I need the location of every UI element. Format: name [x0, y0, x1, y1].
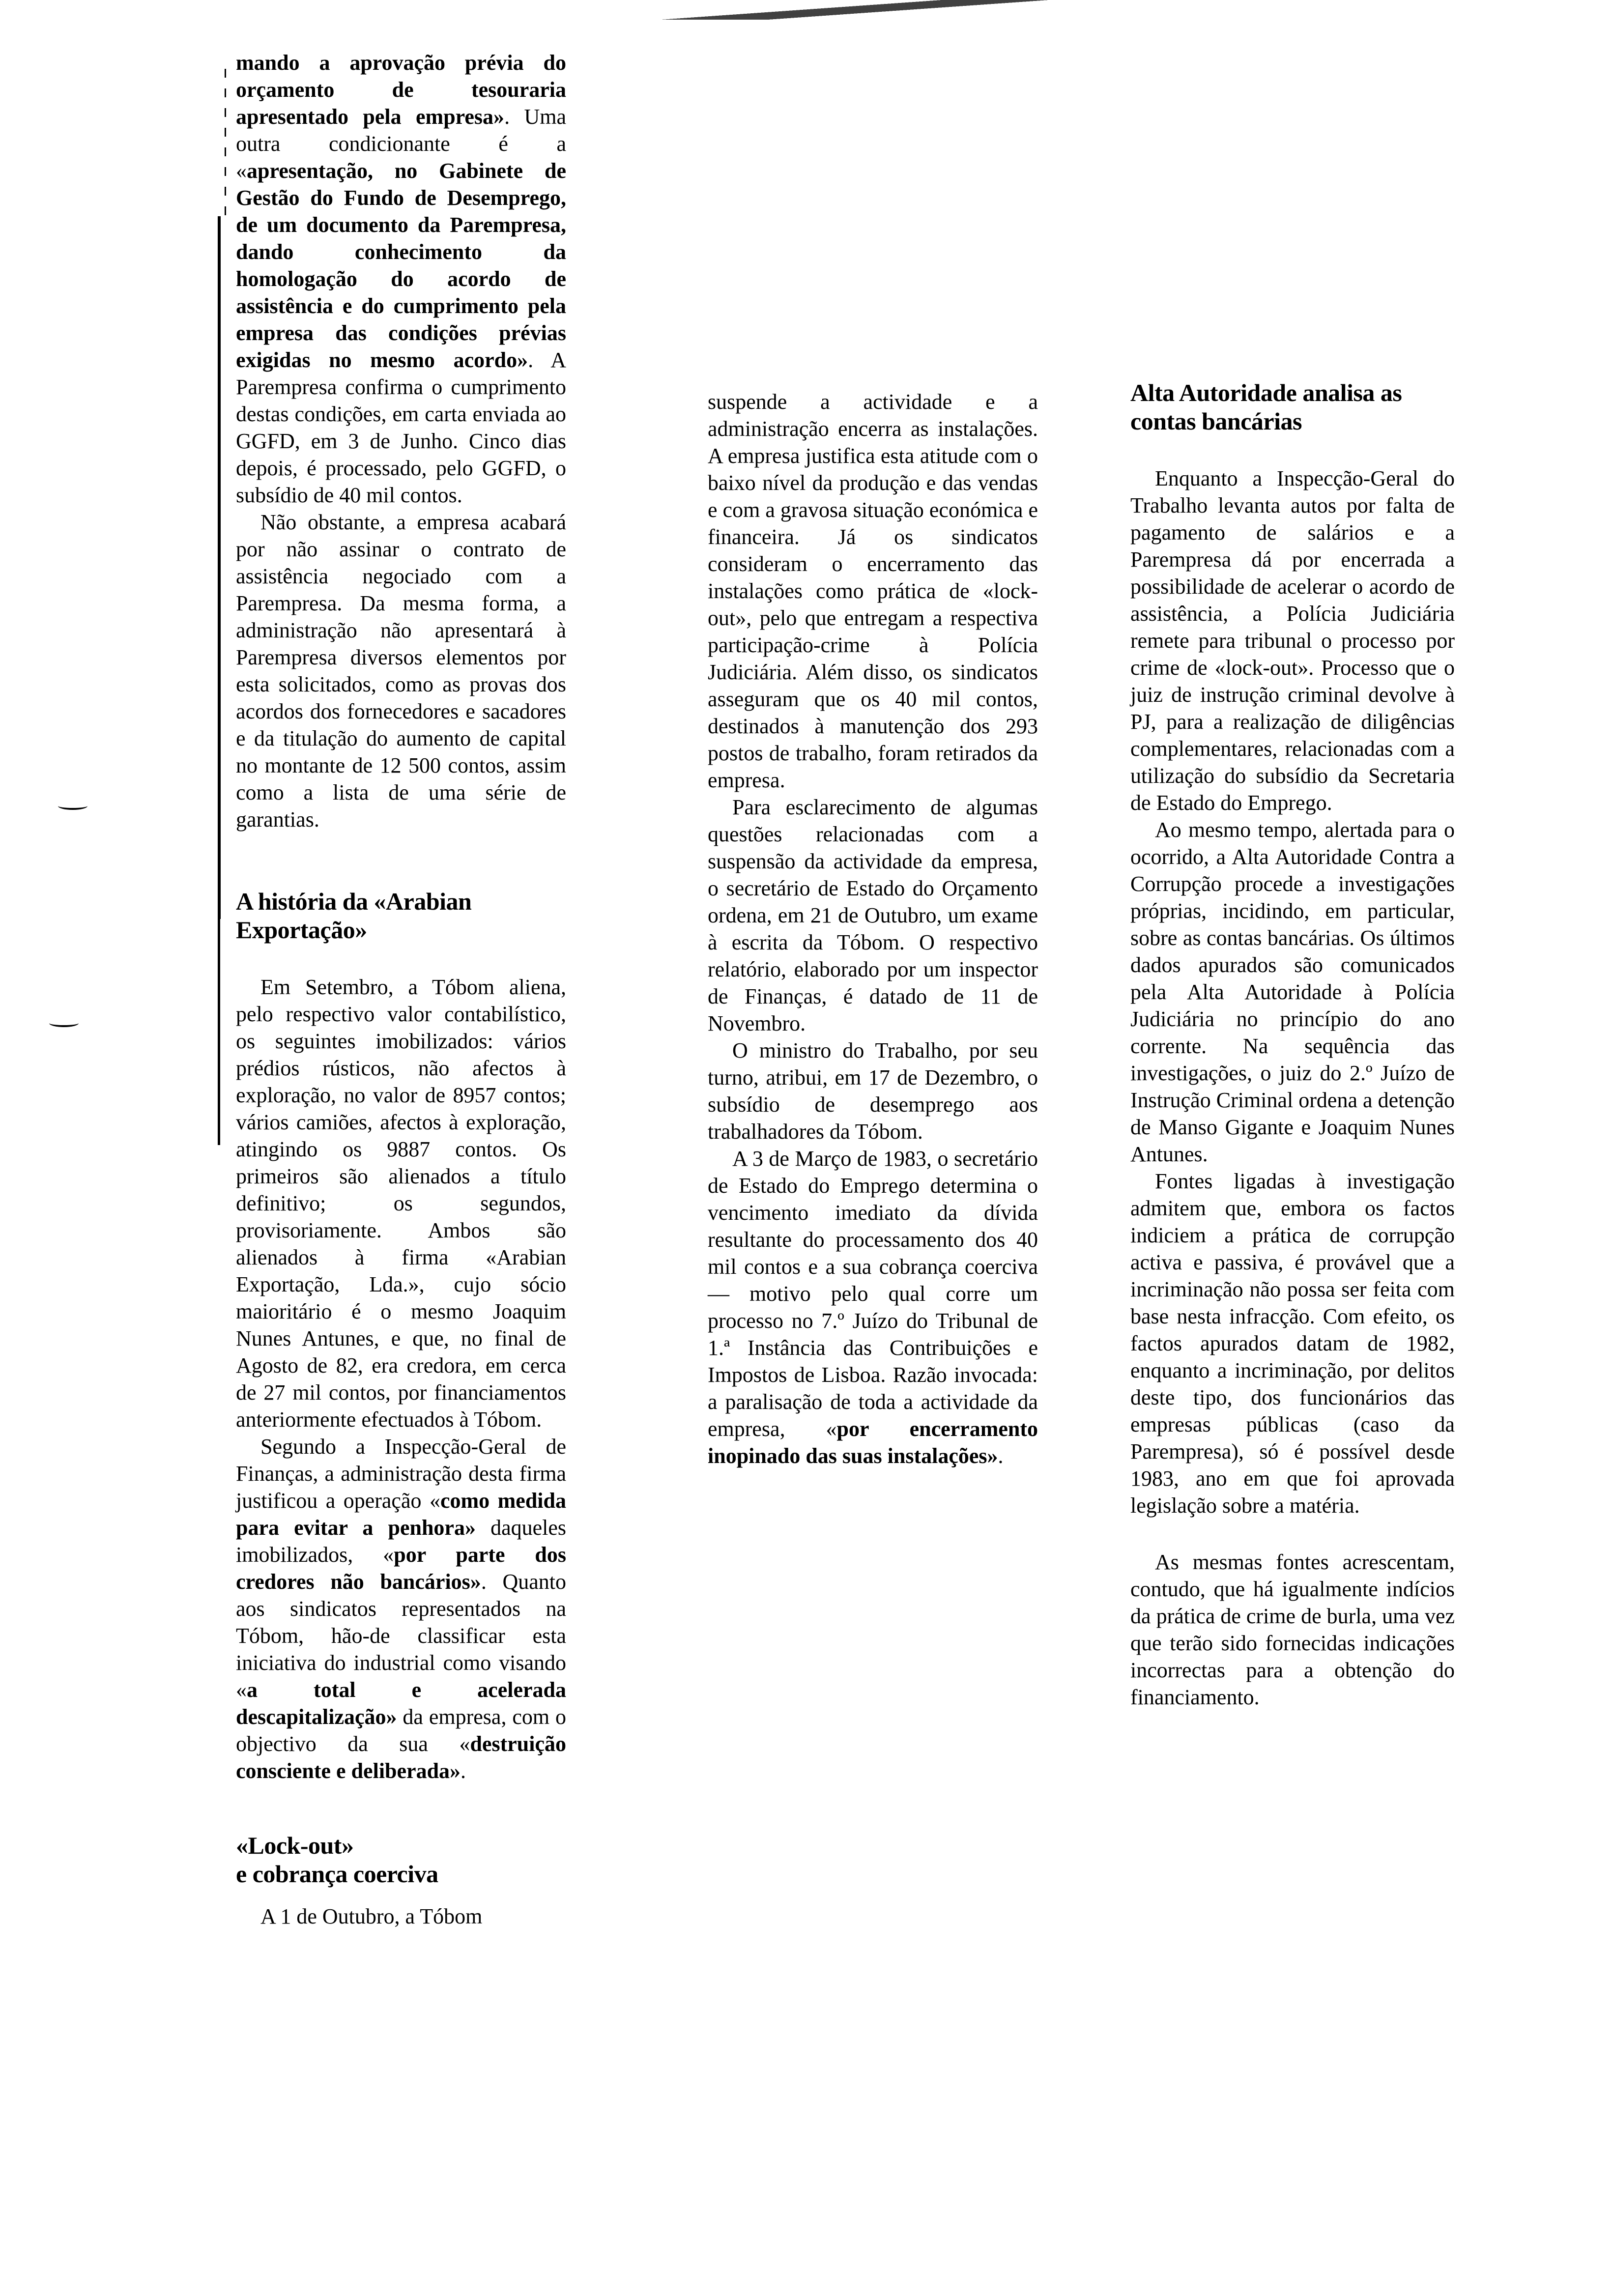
body-text: . A Parempresa confirma o cumprimento destas condições, em carta enviada ao GGFD, em 3 de Junho. Cinco dias depois, é processado, pelo GGFD, o subsídio de 40 mil contos. [236, 348, 566, 507]
col2-paragraph-1 [708, 388, 1038, 794]
margin-rule-dashed [225, 69, 226, 216]
body-text: . [461, 1759, 466, 1783]
emphasis-text: mando a aprovação prévia do orçamento de tesouraria apresentado pela empresa» [236, 51, 566, 129]
col2-paragraph-2: Para esclarecimento de algumas questões relacionadas com a suspensão da actividade da empresa, o secretário de Estado do Orçamento ordena, em 21 de Outubro, um exame à escrita da Tóbom. O respectivo relatório, elaborado por um inspector de Finanças, é datado de 11 de Novembro. [708, 795, 1038, 1035]
body-text: A 3 de Março de 1983, o secretário de Estado do Emprego determina o vencimento imediato da dívida resultante do processamento dos 40 mil contos e a sua cobrança coerciva — motivo pelo qual corre um processo no 7.º Juízo do Tribunal de 1.ª Instância das Contribuições e Impostos de Lisboa. Razão invocada: a paralisação de toda a actividade da empresa, « [708, 1147, 1038, 1441]
body-text: . Quanto aos sindicatos representados na Tóbom, hão-de classificar esta iniciativa do industrial como visando « [236, 1570, 567, 1702]
col3-paragraph-3: Fontes ligadas à investigação admitem que, embora os factos indiciem a prática de corrupção activa e passiva, é provável que a incriminação não possa ser feita com base nesta infracção. Com efeito, os factos apurados datam de 1982, enquanto a incriminação, por delitos deste tipo, dos funcionários das empresas públicas (caso da Parempresa), só é possível desde 1983, ano em que foi aprovada legislação sobre a matéria. [1130, 1169, 1455, 1518]
article-column-2 [708, 388, 1038, 1469]
col1-paragraph-3: Em Setembro, a Tóbom aliena, pelo respectivo valor contabilístico, os seguintes imobilizados: vários prédios rústicos, não afectos à exploração, no valor de 8957 contos; vários camiões, afectos à exploração, atingindo os 9887 contos. Os primeiros são alienados a título definitivo; os segundos, provisoriamente. Ambos são alienados à firma «Arabian Exportação, Lda.», cujo sócio maioritário é o mesmo Joaquim Nunes Antunes, e que, no final de Agosto de 82, era credora, em cerca de 27 mil contos, por financiamentos anteriormente efectuados à Tóbom. [236, 975, 566, 1432]
section-heading-alta-autoridade: Alta Autoridade analisa as contas bancárias [1130, 379, 1402, 435]
heading-line-1: «Lock-out» [236, 1832, 354, 1859]
punch-hole-mark-lower [49, 1019, 79, 1027]
margin-rule [218, 216, 221, 919]
body-text: . Uma outra condicionante é a « [236, 105, 566, 183]
emphasis-text: como medida para evitar a penhora» [236, 1489, 566, 1540]
article-column-3 [1130, 378, 1455, 1711]
col3-paragraph-2: Ao mesmo tempo, alertada para o ocorrido, a Alta Autoridade Contra a Corrupção procede a investigações próprias, incidindo, em particular, sobre as contas bancárias. Os últimos dados apurados são comunicados pela Alta Autoridade à Polícia Judiciária no princípio do ano corrente. Na sequência das investigações, o juiz do 2.º Juízo de Instrução Criminal ordena a detenção de Manso Gigante e Joaquim Nunes Antunes. [1130, 818, 1455, 1166]
section-heading-arabian: A história da «Arabian Exportação» [236, 888, 472, 944]
col1-paragraph-2: Não obstante, a empresa acabará por não assinar o contrato de assistência negociado com a Parempresa. Da mesma forma, a administração não apresentará à Parempresa diversos elementos por esta solicitados, como as provas dos acordos dos fornecedores e sacadores e da titulação do aumento de capital no montante de 12 500 contos, assim como a lista de uma série de garantias. [236, 510, 566, 832]
body-text: suspende a actividade e a administração encerra as instalações. A empresa justifica esta atitude com o baixo nível da produção e das vendas e com a gravosa situação económica e financeira. Já os sindicatos consideram o encerramento das instalações como prática de «lock-out», pelo que entregam a respectiva participação-crime à Polícia Judiciária. Além disso, os sindicatos asseguram que os 40 mil contos, destinados à manutenção dos 293 postos de trabalho, foram retirados da empresa. [708, 390, 1038, 792]
scan-edge-smudge [541, 0, 1597, 20]
emphasis-text: a total e acelerada descapitalização» [236, 1678, 566, 1729]
col1-paragraph-1 [236, 49, 566, 509]
col1-paragraph-5: A 1 de Outubro, a Tóbom [260, 1904, 483, 1928]
article-column-1 [236, 49, 566, 1930]
col3-paragraph-1: Enquanto a Inspecção-Geral do Trabalho levanta autos por falta de pagamento de salários e a Parempresa dá por encerrada a possibilidade de acelerar o acordo de assistência, a Polícia Judiciária remete para tribunal o processo por crime de «lock-out». Processo que o juiz de instrução criminal devolve à PJ, para a realização de diligências complementares, relacionadas com a utilização do subsídio da Secretaria de Estado do Emprego. [1130, 466, 1455, 815]
body-text: . [998, 1444, 1004, 1468]
emphasis-text: apresentação, no Gabinete de Gestão do Fundo de Desemprego, de um documento da Parempresa, dando conhecimento da homologação do acordo de assistência e do cumprimento pela empresa das condições prévias exigidas no mesmo acordo» [236, 159, 566, 372]
emphasis-text: por encerramento inopinado das suas instalações» [708, 1417, 1038, 1468]
emphasis-text: por parte dos credores não bancários» [236, 1543, 567, 1594]
body-text: daqueles imobilizados, « [236, 1516, 566, 1567]
col1-paragraph-4 [236, 1433, 566, 1784]
emphasis-text: destruição consciente e deliberada» [236, 1732, 566, 1783]
col2-paragraph-4 [708, 1145, 1038, 1469]
body-text: da empresa, com o objectivo da sua « [236, 1705, 566, 1756]
heading-line-2: e cobrança coerciva [236, 1860, 438, 1888]
margin-rule-lower [218, 919, 220, 1145]
punch-hole-mark-upper [58, 802, 87, 810]
col2-paragraph-3: O ministro do Trabalho, por seu turno, atribui, em 17 de Dezembro, o subsídio de desemprego aos trabalhadores da Tóbom. [708, 1038, 1038, 1144]
col3-paragraph-4: As mesmas fontes acrescentam, contudo, que há igualmente indícios da prática de crime de burla, uma vez que terão sido fornecidas indicações incorrectas para a obtenção do financiamento. [1130, 1550, 1455, 1709]
section-heading-lockout [236, 1831, 566, 1888]
body-text: Segundo a Inspecção-Geral de Finanças, a administração desta firma justificou a operação « [236, 1435, 566, 1513]
